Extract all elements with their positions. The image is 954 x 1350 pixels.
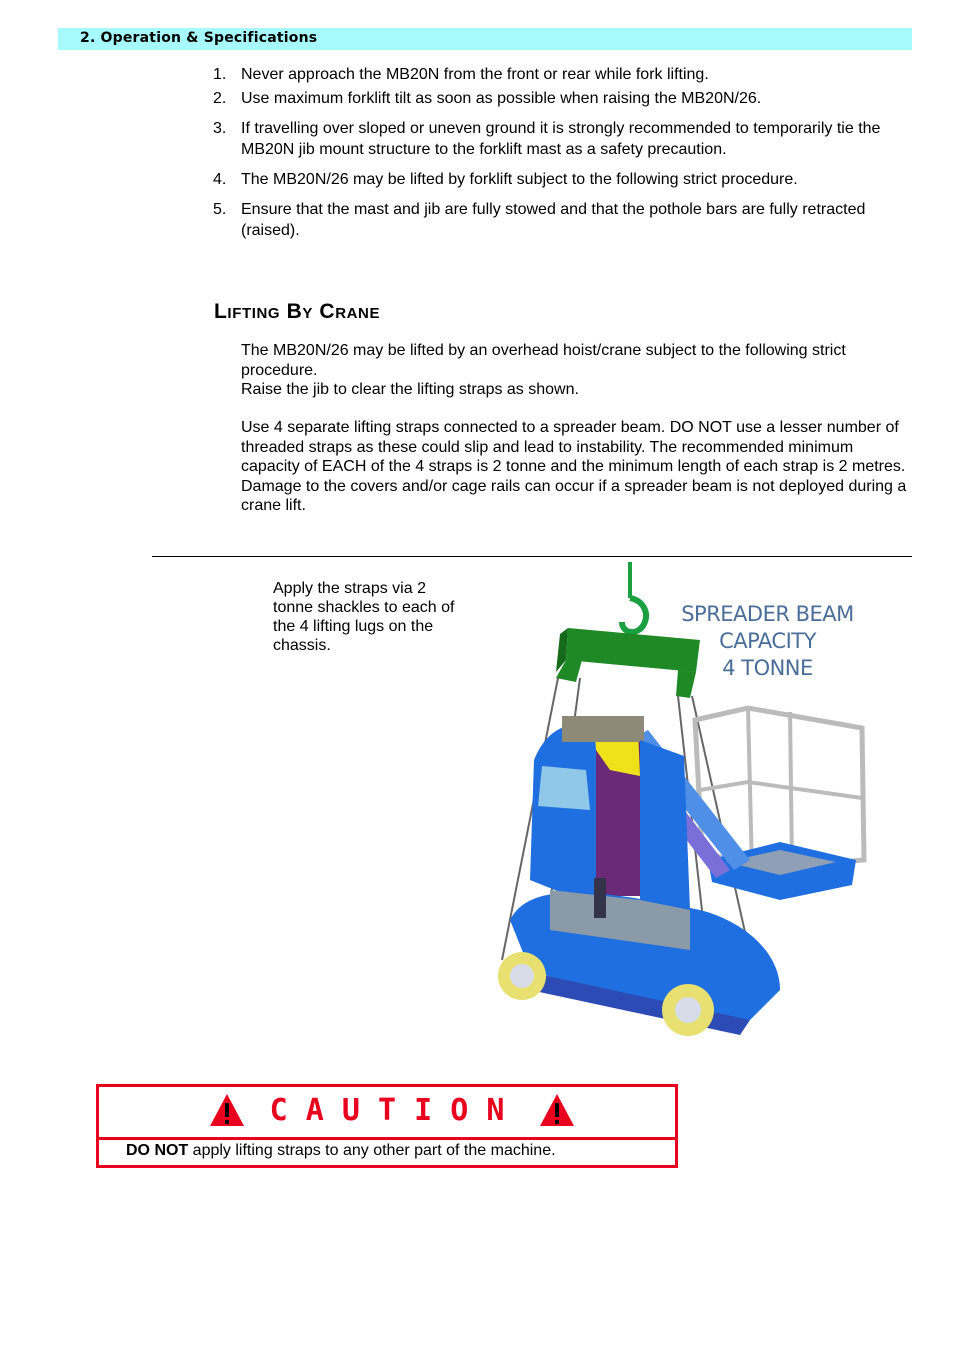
list-item: 1. Never approach the MB20N from the front or rear while fork lifting.	[213, 66, 709, 83]
caution-rest: apply lifting straps to any other part of the machine.	[188, 1142, 556, 1159]
procedure-list	[213, 64, 913, 250]
spreader-beam-label: SPREADER BEAM	[681, 602, 854, 626]
straps-note: Apply the straps via 2 tonne shackles to each of the 4 lifting lugs on the chassis.	[273, 580, 455, 654]
caution-title: C A U T I O N	[269, 1093, 505, 1128]
caution-bold: DO NOT	[126, 1142, 189, 1159]
capacity-label: CAPACITY	[719, 629, 816, 653]
lifting-paragraph-3: Use 4 separate lifting straps connected to a spreader beam. DO NOT use a lesser number of threaded straps as these could slip and lead to instability. The recommended minimum capacity of EACH of the 4 straps is 2 tonne and the minimum length of each strap is 2 metres. Damage to the covers and/or cage rails can occur if a spreader beam is not deployed during a crane lift.	[241, 419, 907, 514]
divider-line	[152, 556, 912, 557]
list-item: 3. If travelling over sloped or uneven ground it is strongly recommended to temporarily tie the MB20N jib mount structure to the forklift mast as a safety precaution.	[213, 120, 881, 158]
list-item: 5. Ensure that the mast and jib are fully stowed and that the pothole bars are fully retracted (raised).	[213, 201, 866, 239]
list-item: 4. The MB20N/26 may be lifted by forklift subject to the following strict procedure.	[213, 171, 798, 188]
lifting-by-crane-heading: Lifting By Crane	[214, 300, 381, 323]
section-header	[58, 28, 912, 50]
crane-hook-icon	[622, 562, 646, 632]
list-item: 2. Use maximum forklift tilt as soon as possible when raising the MB20N/26.	[213, 90, 762, 107]
lifting-paragraph-2: Raise the jib to clear the lifting straps as shown.	[241, 381, 579, 398]
caution-message	[126, 1141, 556, 1160]
caution-title-row	[99, 1087, 675, 1140]
caution-box	[96, 1084, 678, 1168]
section-header-title: 2. Operation & Specifications	[80, 30, 318, 46]
tonnage-label: 4 TONNE	[722, 656, 813, 680]
warning-triangle-icon	[539, 1093, 575, 1127]
lifting-paragraph-1: The MB20N/26 may be lifted by an overhead hoist/crane subject to the following strict procedure.	[241, 342, 846, 379]
